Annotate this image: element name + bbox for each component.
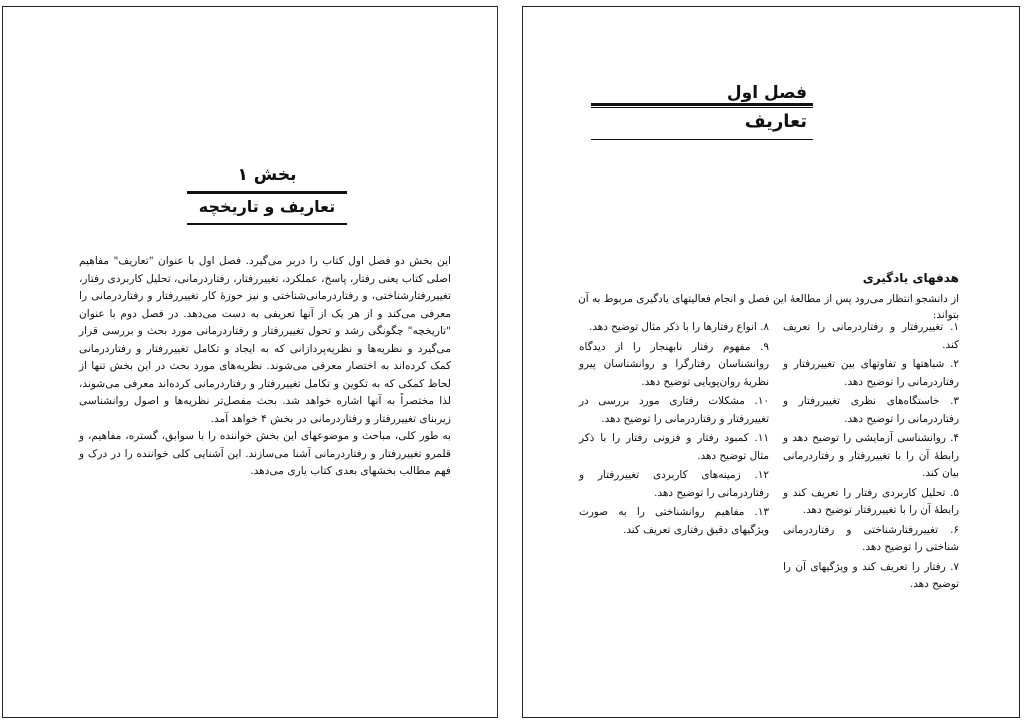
objective-item: ۲. شباهتها و تفاوتهای بین تغییررفتار و رفتاردرمانی را توضیح دهد. — [783, 358, 959, 388]
left-page — [2, 6, 498, 718]
part-title: بخش ۱ — [237, 165, 297, 185]
objective-item: ۱۰. مشکلات رفتاری مورد بررسی در تغییررفتار و رفتاردرمانی را توضیح دهد. — [579, 395, 769, 425]
intro-paragraph-2: به طور کلی، مباحث و موضوعهای این بخش خواننده را با سوابق، گستره، مفاهیم، و قلمرو تغییررفتار و رفتاردرمانی آشنا می‌سازند. این آشنایی کلی خواننده را در درک و فهم مطالب بخشهای بعدی کتاب یاری می‌دهد. — [79, 430, 451, 477]
part-subtitle-rule — [187, 223, 347, 225]
chapter-title: تعاریف — [744, 111, 807, 132]
objectives-intro: از دانشجو انتظار می‌رود پس از مطالعهٔ این فصل و انجام فعالیتهای یادگیری مربوط به آن بتواند: — [578, 293, 959, 321]
objective-item: ۳. خاستگاه‌های نظری تغییررفتار و رفتاردرمانی را توضیح دهد. — [783, 395, 959, 425]
objective-item: ۱۲. زمینه‌های کاربردی تغییررفتار و رفتاردرمانی را توضیح دهد. — [579, 469, 769, 499]
part-subtitle: تعاریف و تاریخچه — [198, 197, 336, 216]
objective-item: ۶. تغییررفتارشناختی و رفتاردرمانی شناختی را توضیح دهد. — [783, 523, 959, 553]
objective-item: ۱۳. مفاهیم روانشناختی را به صورت ویژگیهای دقیق رفتاری تعریف کند. — [579, 506, 769, 536]
part-title-rule — [187, 191, 347, 194]
objective-item: ۵. تحلیل کاربردی رفتار را تعریف کند و رابطهٔ آن را با تغییررفتار توضیح دهد. — [783, 486, 959, 516]
objective-item: ۹. مفهوم رفتار نابهنجار را از دیدگاه روانشناسان رفتارگرا و روانشناسان پیرو نظریهٔ روان‌پویایی توضیح دهد. — [579, 340, 769, 388]
objective-item: ۱۱. کمبود رفتار و فزونی رفتار را با ذکر مثال توضیح دهد. — [579, 432, 769, 462]
chapter-label: فصل اول — [726, 83, 807, 103]
chapter-rule-thin — [591, 107, 813, 108]
objective-item: ۴. روانشناسی آزمایشی را توضیح دهد و رابطهٔ آن را با تغییررفتار و رفتاردرمانی بیان کند. — [783, 432, 959, 479]
objectives-column-left — [579, 319, 769, 541]
part-intro-text — [79, 253, 451, 481]
chapter-rule — [591, 103, 813, 106]
objective-item: ۱. تغییررفتار و رفتاردرمانی را تعریف کند. — [783, 321, 959, 351]
objectives-heading: هدفهای یادگیری — [862, 271, 959, 285]
objectives-column-right — [783, 319, 959, 596]
chapter-title-rule — [591, 139, 813, 140]
intro-paragraph-1: این بخش دو فصل اول کتاب را دربر می‌گیرد. فصل اول با عنوان "تعاریف" مفاهیم اصلی کتاب یعنی رفتار، پاسخ، عملکرد، تغییررفتار، رفتاردرمانی، تحلیل کاربردی رفتار، تغییررفتارشناختی، و رفتاردرمانی‌شناختی و نیز حوزهٔ کار تغییررفتار و رفتاردرمانی را معرفی می‌کند و از هر یک از آنها تعریفی به دست می‌دهد. در فصل دوم با عنوان "تاریخچه" چگونگی رشد و تحول تغییررفتار و رفتاردرمانی مورد بحث و بررسی قرار می‌گیرد و نظریه‌ها و نظریه‌پردازانی که به ایجاد و تکامل تغییررفتار و رفتاردرمانی کمک کرده‌اند به اختصار معرفی می‌شوند. نظریه‌های مورد بحث در این بخش تنها از لحاظ کمکی که به تکوین و تکامل تغییررفتار و رفتاردرمانی کرده‌اند معرفی می‌شوند، لذا مختصراً به آنها اشاره خواهد شد. بحث مفصل‌تر نظریه‌ها و اصول روانشناسی زیربنای تغییررفتار و رفتاردرمانی در بخش ۴ خواهد آمد. — [79, 255, 451, 425]
right-page — [522, 6, 1020, 718]
objective-item: ۸. انواع رفتارها را با ذکر مثال توضیح دهد. — [589, 321, 769, 333]
objective-item: ۷. رفتار را تعریف کند و ویژگیهای آن را توضیح دهد. — [783, 560, 959, 590]
